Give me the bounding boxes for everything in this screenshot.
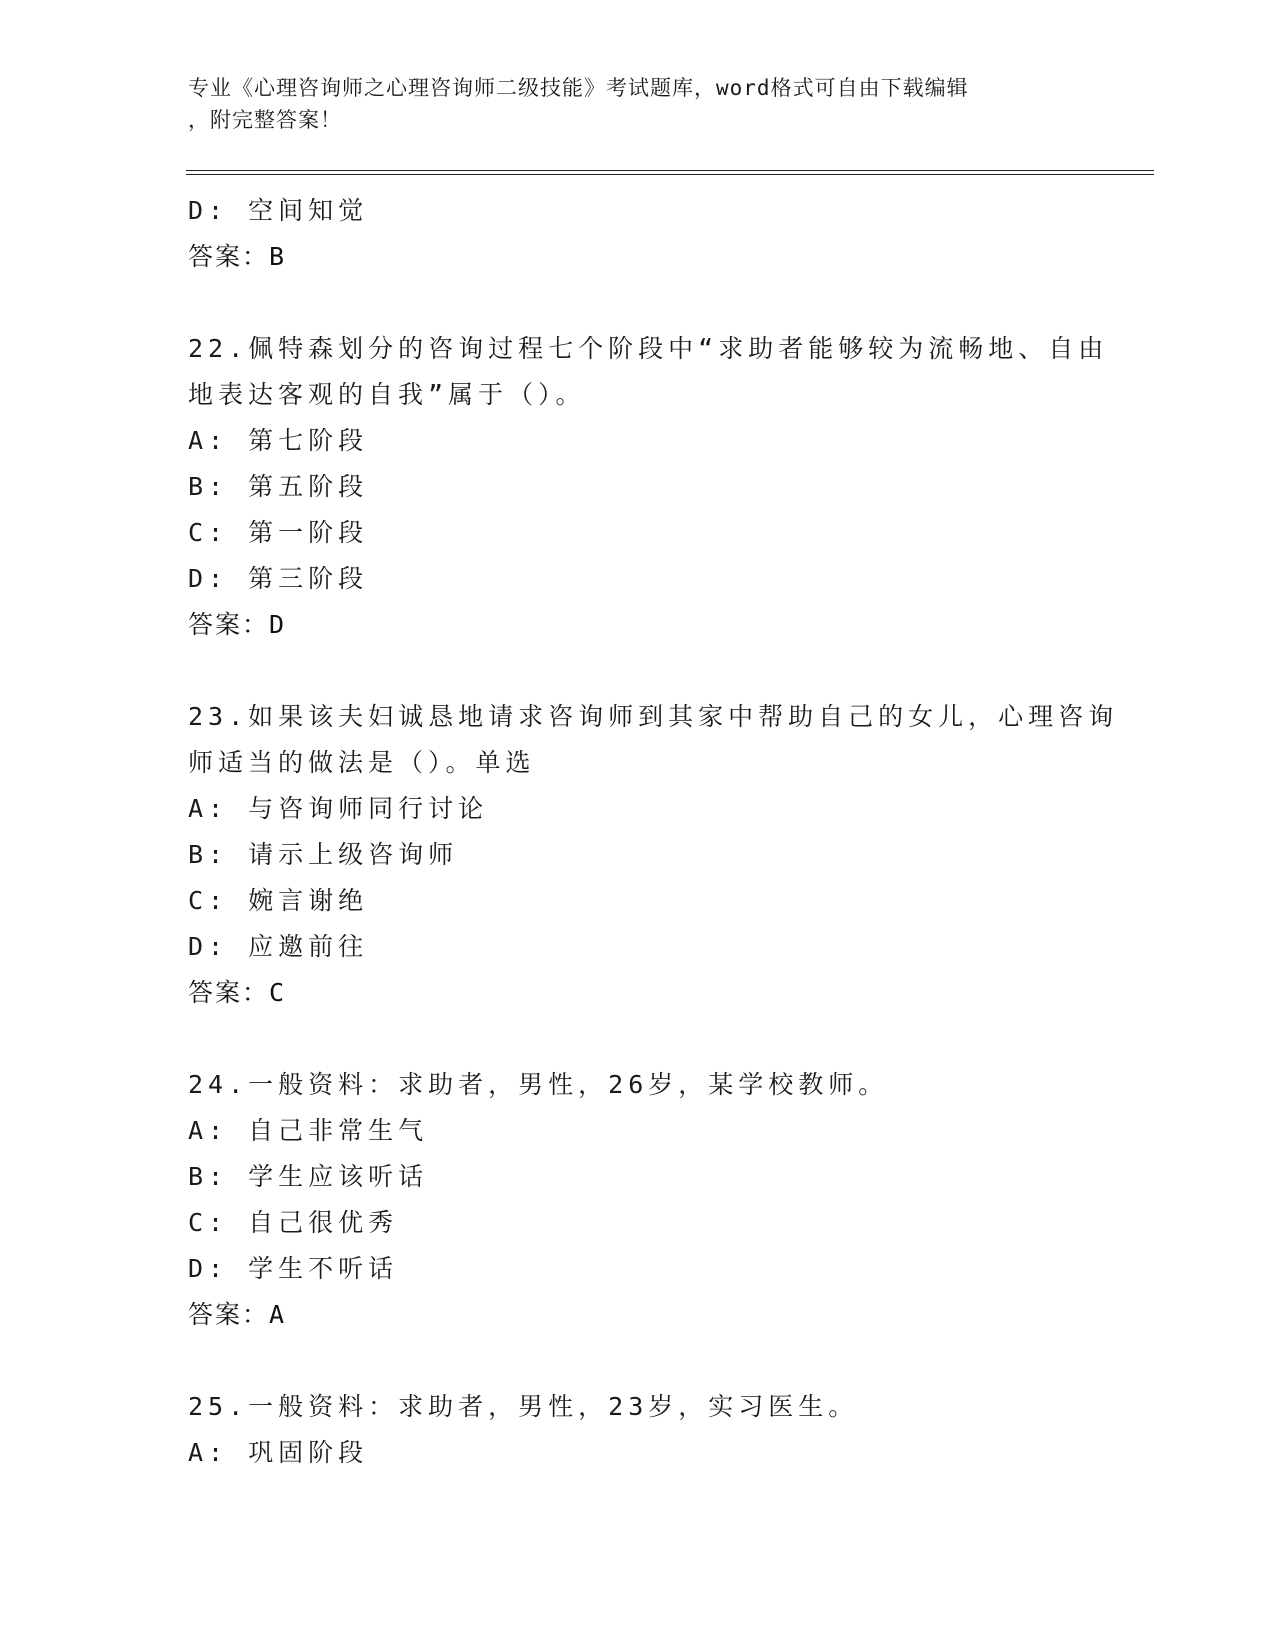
option-c: C: 第一阶段 (188, 518, 369, 547)
answer-value: B (269, 242, 287, 271)
answer-label: 答案： (188, 1300, 270, 1329)
option-a: A: 第七阶段 (188, 426, 369, 455)
answer-line (188, 602, 1088, 648)
option-d: D: 应邀前往 (188, 932, 369, 961)
option-d: D: 第三阶段 (188, 564, 369, 593)
option-a: A: 与咨询师同行讨论 (188, 794, 489, 823)
answer-line (188, 1292, 1088, 1338)
question-stem-23-cont: 师适当的做法是（）。单选 (188, 748, 536, 777)
question-stem-24: 24.一般资料：求助者，男性，26岁，某学校教师。 (188, 1070, 889, 1099)
question-stem-22-cont: 地表达客观的自我”属于（）。 (188, 380, 586, 409)
answer-line (188, 970, 1088, 1016)
header-line-2: ，附完整答案！ (188, 108, 342, 132)
document-header (188, 72, 1068, 136)
answer-value: A (269, 1300, 287, 1329)
question-stem-23: 23.如果该夫妇诚恳地请求咨询师到其家中帮助自己的女儿，心理咨询 (188, 702, 1119, 731)
option-c: C: 婉言谢绝 (188, 886, 369, 915)
answer-value: D (269, 610, 287, 639)
question-list (188, 188, 1119, 1476)
answer-line (188, 234, 1088, 280)
answer-label: 答案： (188, 978, 270, 1007)
option-d: D: 学生不听话 (188, 1254, 399, 1283)
header-line-1: 专业《心理咨询师之心理咨询师二级技能》考试题库，word格式可自由下载编辑 (188, 76, 969, 100)
option-a: A: 巩固阶段 (188, 1438, 369, 1467)
option-b: B: 请示上级咨询师 (188, 840, 459, 869)
option-a: A: 自己非常生气 (188, 1116, 429, 1145)
option-d: D: 空间知觉 (188, 196, 369, 225)
header-rule-top (186, 170, 1154, 171)
option-c: C: 自己很优秀 (188, 1208, 399, 1237)
header-rule-bottom (186, 174, 1154, 175)
question-stem-25: 25.一般资料：求助者，男性，23岁，实习医生。 (188, 1392, 859, 1421)
option-b: B: 学生应该听话 (188, 1162, 429, 1191)
answer-label: 答案： (188, 242, 270, 271)
option-b: B: 第五阶段 (188, 472, 369, 501)
answer-label: 答案： (188, 610, 270, 639)
answer-value: C (269, 978, 287, 1007)
question-stem-22: 22.佩特森划分的咨询过程七个阶段中“求助者能够较为流畅地、自由 (188, 334, 1109, 363)
